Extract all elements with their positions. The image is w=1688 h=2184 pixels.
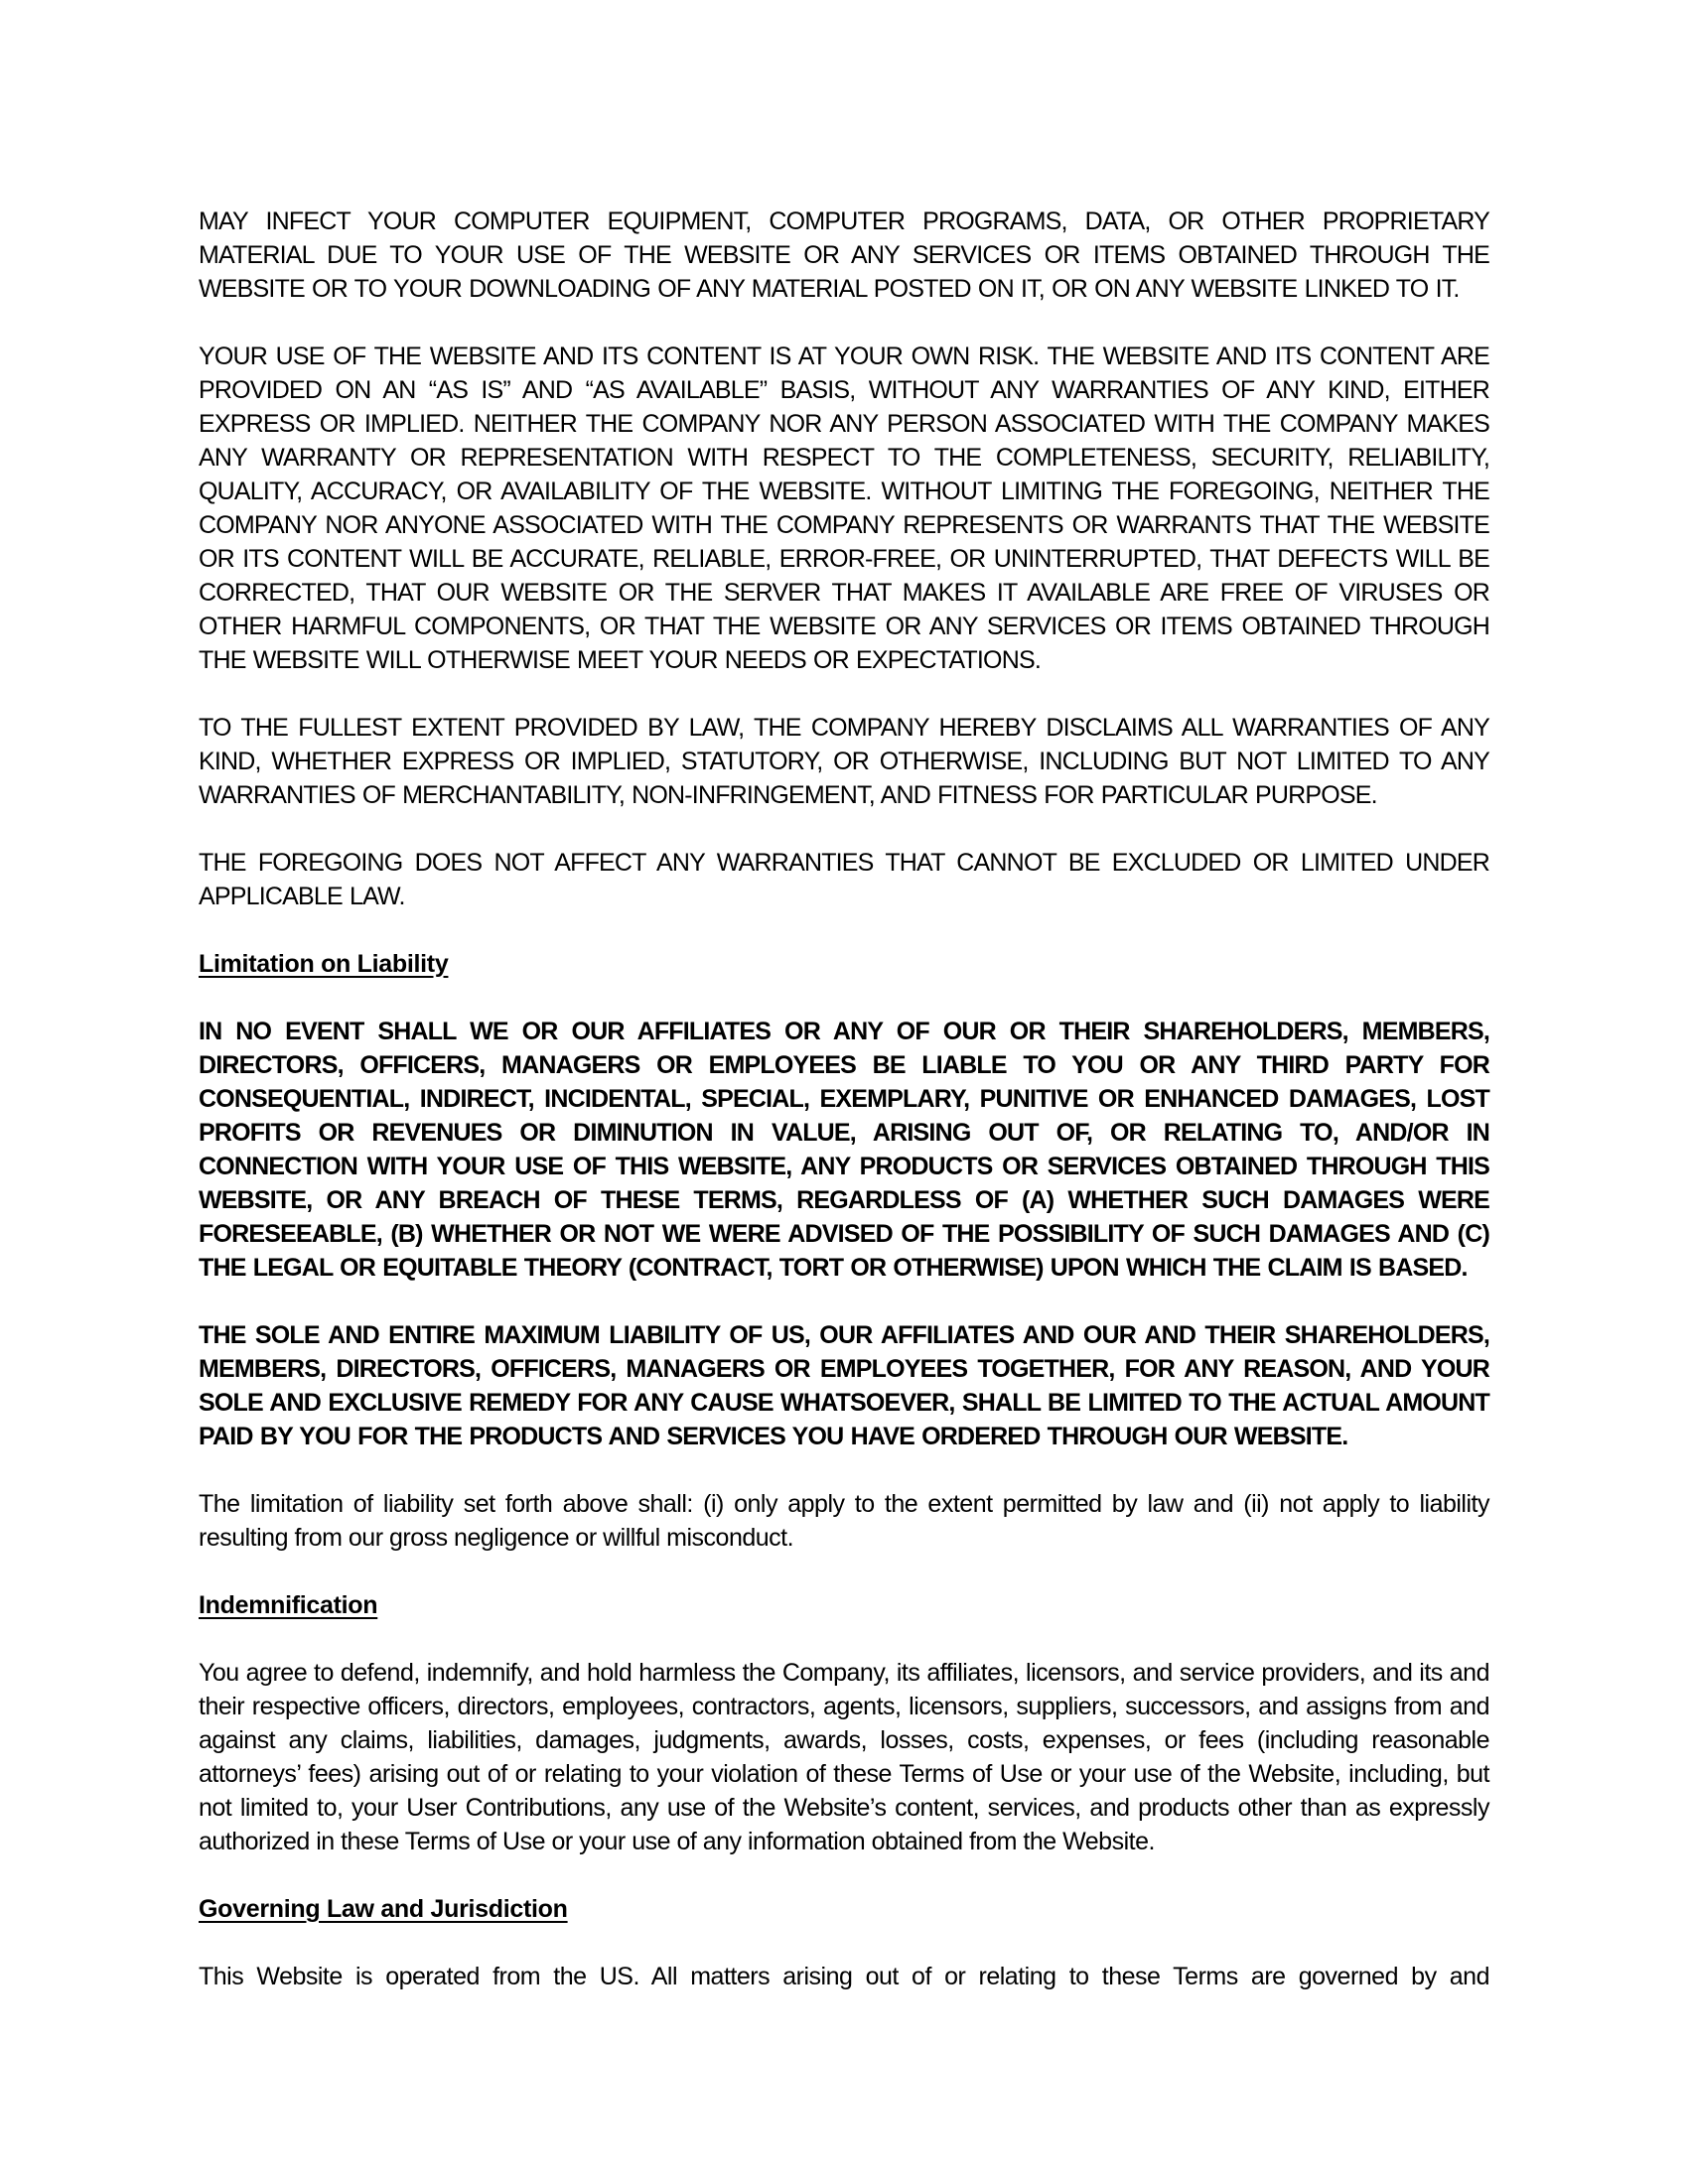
paragraph-foregoing-warranties: THE FOREGOING DOES NOT AFFECT ANY WARRANTIES THAT CANNOT BE EXCLUDED OR LIMITED UNDER APPLICABLE LAW. — [199, 849, 1489, 910]
paragraph-virus-disclaimer: MAY INFECT YOUR COMPUTER EQUIPMENT, COMPUTER PROGRAMS, DATA, OR OTHER PROPRIETARY MATERIAL DUE TO YOUR USE OF THE WEBSITE OR ANY SERVICES OR ITEMS OBTAINED THROUGH THE WEBSITE OR TO YOUR DOWNLOADING OF ANY MATERIAL POSTED ON IT, OR ON ANY WEBSITE LINKED TO IT. — [199, 207, 1489, 303]
paragraph-no-event-liability: IN NO EVENT SHALL WE OR OUR AFFILIATES OR ANY OF OUR OR THEIR SHAREHOLDERS, MEMBERS, DIRECTORS, OFFICERS, MANAGERS OR EMPLOYEES BE LIABLE TO YOU OR ANY THIRD PARTY FOR CONSEQUENTIAL, INDIRECT, INCIDENTAL, SPECIAL, EXEMPLARY, PUNITIVE OR ENHANCED DAMAGES, LOST PROFITS OR REVENUES OR DIMINUTION IN VALUE, ARISING OUT OF, OR RELATING TO, AND/OR IN CONNECTION WITH YOUR USE OF THIS WEBSITE, ANY PRODUCTS OR SERVICES OBTAINED THROUGH THIS WEBSITE, OR ANY BREACH OF THESE TERMS, REGARDLESS OF (A) WHETHER SUCH DAMAGES WERE FORESEEABLE, (B) WHETHER OR NOT WE WERE ADVISED OF THE POSSIBILITY OF SUCH DAMAGES AND (C) THE LEGAL OR EQUITABLE THEORY (CONTRACT, TORT OR OTHERWISE) UPON WHICH THE CLAIM IS BASED. — [199, 1018, 1489, 1282]
section-heading-indemnification: Indemnification — [199, 1591, 378, 1619]
section-heading-governing-law: Governing Law and Jurisdiction — [199, 1895, 568, 1923]
paragraph-maximum-liability: THE SOLE AND ENTIRE MAXIMUM LIABILITY OF US, OUR AFFILIATES AND OUR AND THEIR SHAREHOLDERS, MEMBERS, DIRECTORS, OFFICERS, MANAGERS OR EMPLOYEES TOGETHER, FOR ANY REASON, AND YOUR SOLE AND EXCLUSIVE REMEDY FOR ANY CAUSE WHATSOEVER, SHALL BE LIMITED TO THE ACTUAL AMOUNT PAID BY YOU FOR THE PRODUCTS AND SERVICES YOU HAVE ORDERED THROUGH OUR WEBSITE. — [199, 1321, 1489, 1450]
section-heading-limitation-on-liability: Limitation on Liability — [199, 950, 449, 978]
paragraph-indemnification-terms: You agree to defend, indemnify, and hold harmless the Company, its affiliates, licensors, and service providers, and its and their respective officers, directors, employees, contractors, agents, licensors, suppliers, successors, and assigns from and against any claims, liabilities, damages, judgments, awards, losses, costs, expenses, or fees (including reasonable attorneys’ fees) arising out of or relating to your violation of these Terms of Use or your use of the Website, including, but not limited to, your User Contributions, any use of the Website’s content, services, and products other than as expressly authorized in these Terms of Use or your use of any information obtained from the Website. — [199, 1659, 1489, 1855]
paragraph-limitation-scope: The limitation of liability set forth above shall: (i) only apply to the extent permitted by law and (ii) not apply to liability resulting from our gross negligence or willful misconduct. — [199, 1490, 1489, 1552]
paragraph-as-is-disclaimer: YOUR USE OF THE WEBSITE AND ITS CONTENT IS AT YOUR OWN RISK. THE WEBSITE AND ITS CONTENT ARE PROVIDED ON AN “AS IS” AND “AS AVAILABLE” BASIS, WITHOUT ANY WARRANTIES OF ANY KIND, EITHER EXPRESS OR IMPLIED. NEITHER THE COMPANY NOR ANY PERSON ASSOCIATED WITH THE COMPANY MAKES ANY WARRANTY OR REPRESENTATION WITH RESPECT TO THE COMPLETENESS, SECURITY, RELIABILITY, QUALITY, ACCURACY, OR AVAILABILITY OF THE WEBSITE. WITHOUT LIMITING THE FOREGOING, NEITHER THE COMPANY NOR ANYONE ASSOCIATED WITH THE COMPANY REPRESENTS OR WARRANTS THAT THE WEBSITE OR ITS CONTENT WILL BE ACCURATE, RELIABLE, ERROR-FREE, OR UNINTERRUPTED, THAT DEFECTS WILL BE CORRECTED, THAT OUR WEBSITE OR THE SERVER THAT MAKES IT AVAILABLE ARE FREE OF VIRUSES OR OTHER HARMFUL COMPONENTS, OR THAT THE WEBSITE OR ANY SERVICES OR ITEMS OBTAINED THROUGH THE WEBSITE WILL OTHERWISE MEET YOUR NEEDS OR EXPECTATIONS. — [199, 342, 1489, 674]
document-body-text — [199, 205, 1489, 2027]
paragraph-warranty-disclaimer: TO THE FULLEST EXTENT PROVIDED BY LAW, THE COMPANY HEREBY DISCLAIMS ALL WARRANTIES OF ANY KIND, WHETHER EXPRESS OR IMPLIED, STATUTORY, OR OTHERWISE, INCLUDING BUT NOT LIMITED TO ANY WARRANTIES OF MERCHANTABILITY, NON-INFRINGEMENT, AND FITNESS FOR PARTICULAR PURPOSE. — [199, 714, 1489, 809]
paragraph-governing-law: This Website is operated from the US. All matters arising out of or relating to these Terms are governed by and — [199, 1963, 1489, 1990]
